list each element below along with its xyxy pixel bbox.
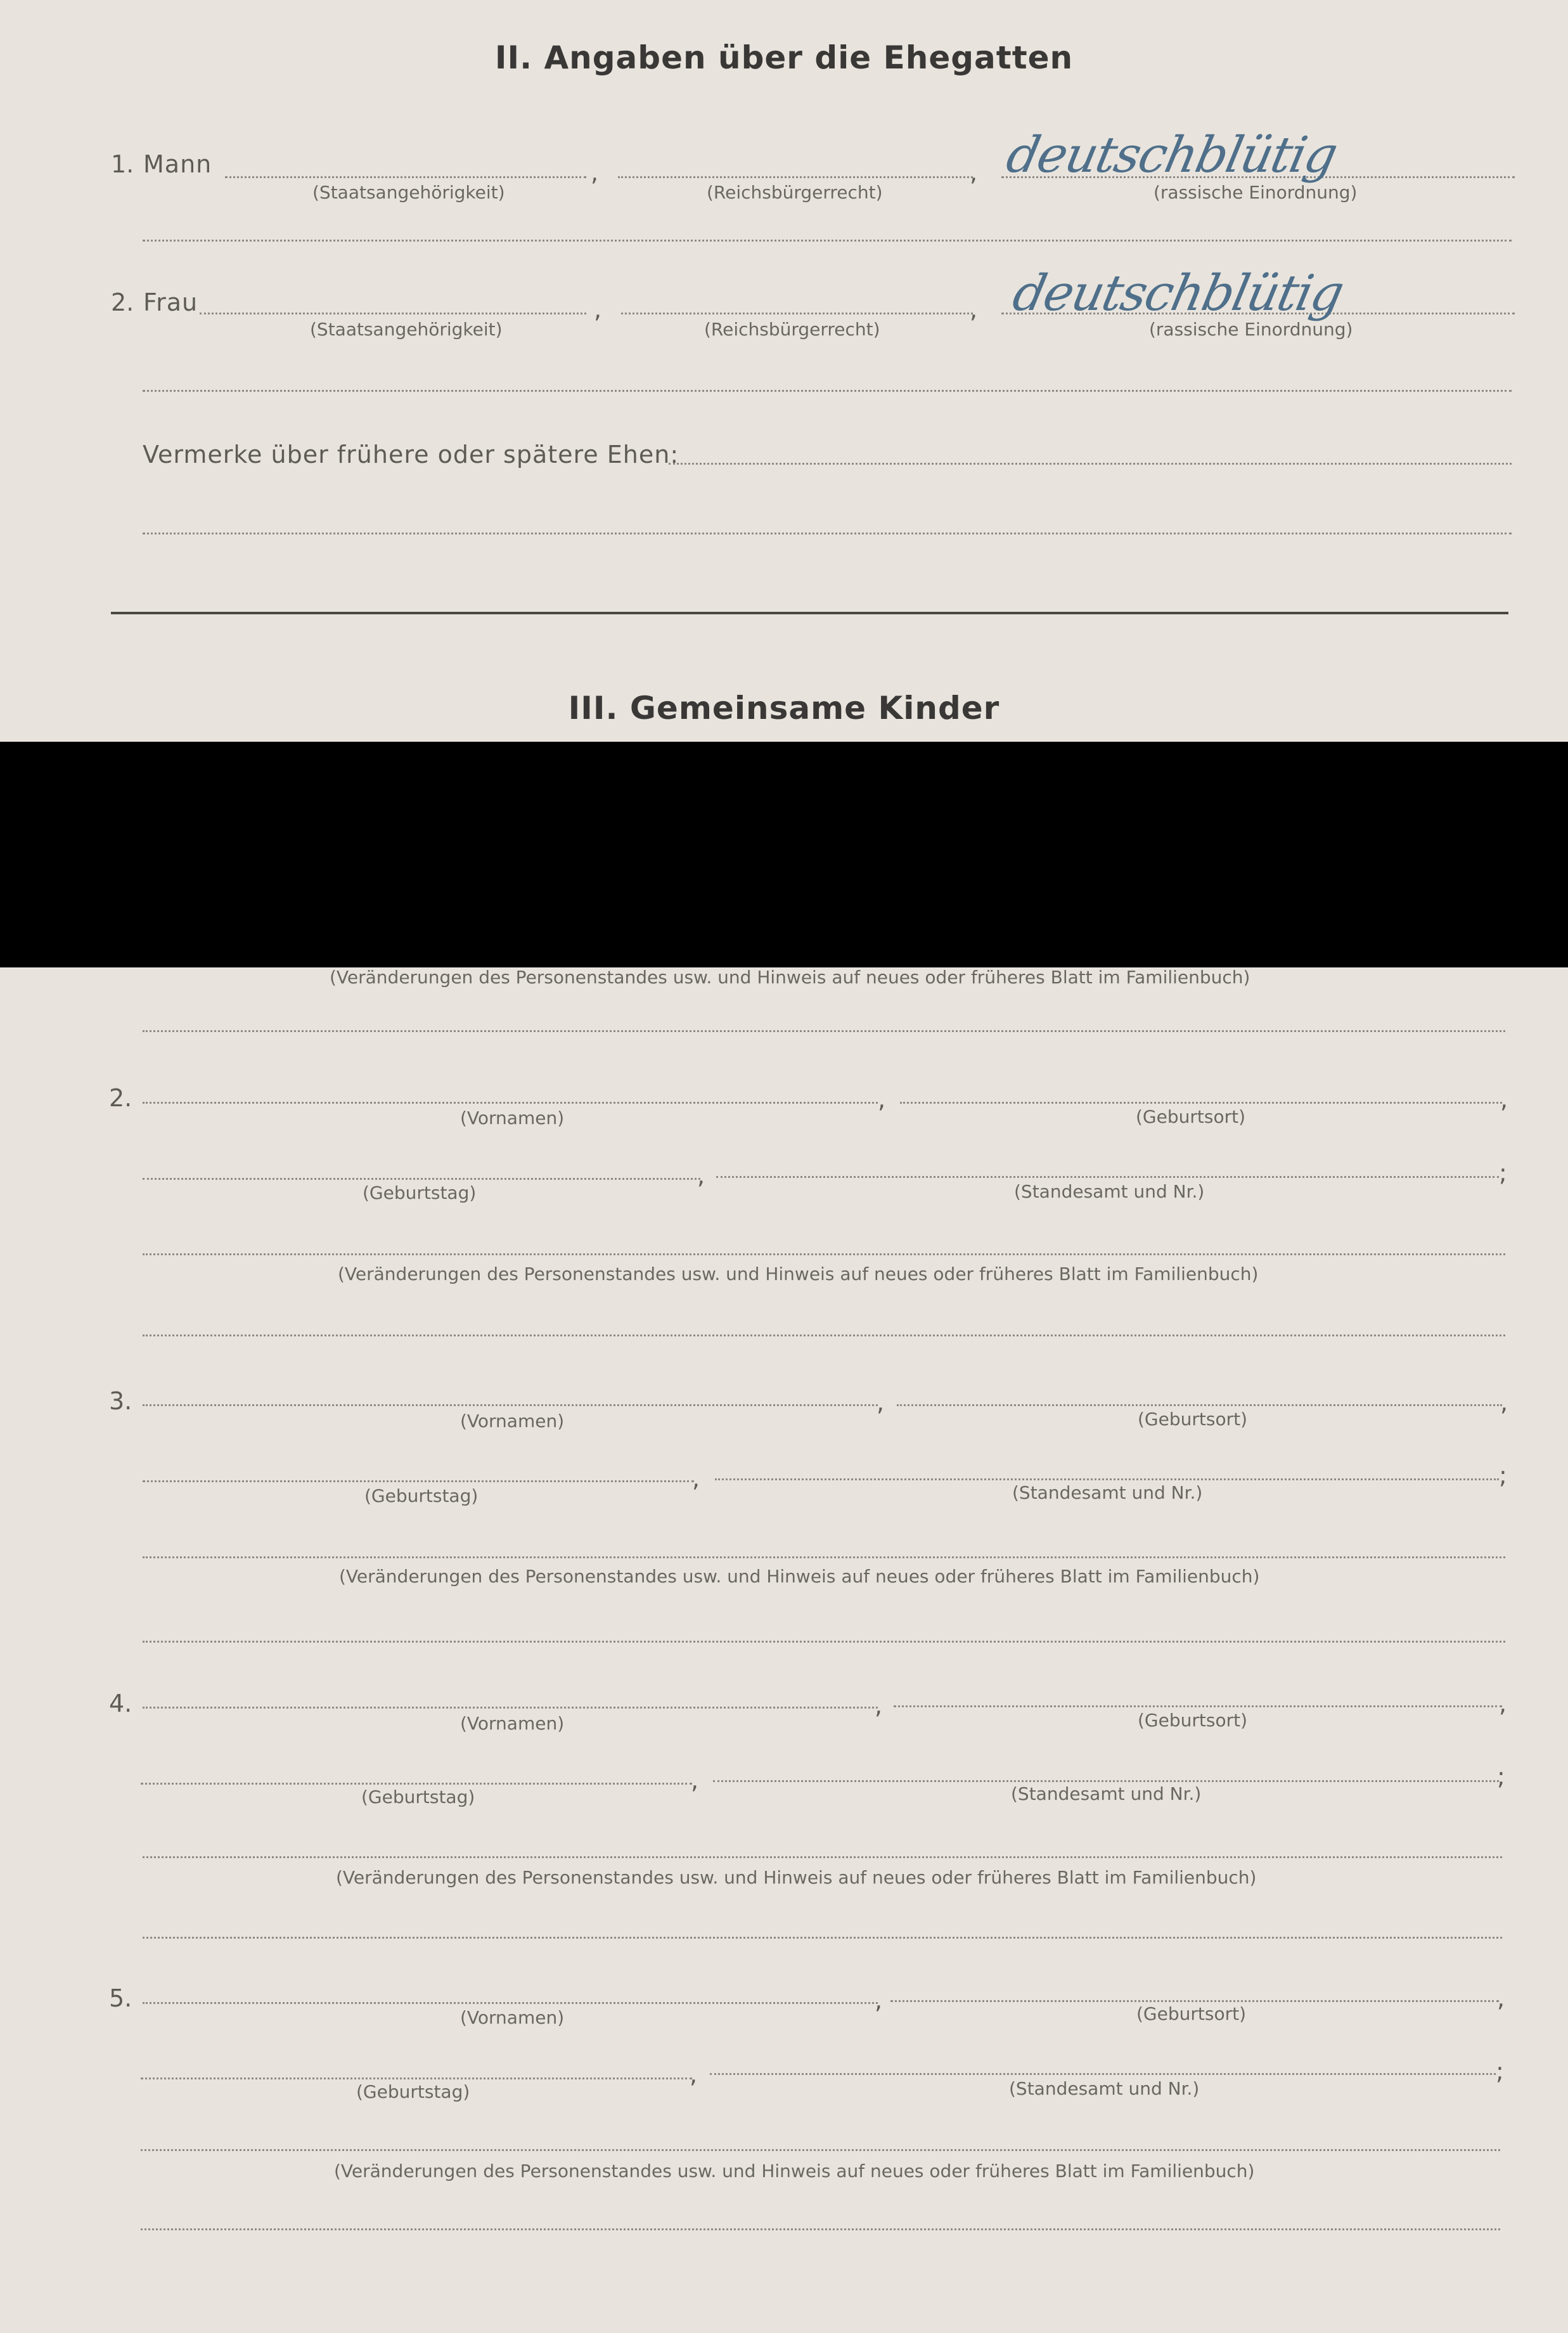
comma: , [877,1388,885,1416]
child-standesamt-field[interactable] [716,1176,1499,1178]
man-racial-caption: (rassische Einordnung) [1154,182,1358,203]
child-1-changes-caption: (Veränderungen des Personenstandes usw. und Hinweis auf neues oder früheres Blatt im Familienbuch) [330,967,1250,988]
child-geburtstag-caption: (Geburtstag) [364,1485,479,1506]
comma: , [970,295,978,323]
child-number: 3. [109,1387,132,1415]
child-geburtsort-field[interactable] [894,1705,1502,1707]
child-geburtsort-caption: (Geburtsort) [1136,1106,1245,1127]
child-geburtsort-caption: (Geburtsort) [1138,1409,1247,1430]
comma: , [691,1766,699,1794]
comma: , [1500,1085,1508,1113]
child-standesamt-field[interactable] [715,1478,1499,1480]
woman-racial-caption: (rassische Einordnung) [1149,319,1353,340]
child-standesamt-field[interactable] [713,1780,1499,1782]
child-vornamen-field[interactable] [143,1707,878,1709]
child-vornamen-caption: (Vornamen) [460,1713,565,1734]
child-changes-line-2[interactable] [143,1937,1502,1939]
comma: , [591,158,599,186]
section-divider [111,612,1508,614]
child-vornamen-field[interactable] [143,1102,878,1104]
marriage-notes-line-2[interactable] [143,533,1512,534]
woman-racial-handwriting: deutschblütig [1008,265,1348,322]
child-changes-caption: (Veränderungen des Personenstandes usw. und Hinweis auf neues oder früheres Blatt im Familienbuch) [339,1566,1260,1587]
woman-label: Frau [143,288,198,316]
woman-extra-line[interactable] [143,390,1512,392]
man-number: 1. [111,150,134,178]
child-geburtsort-field[interactable] [897,1404,1502,1406]
comma: , [594,295,602,323]
section-title-spouses: II. Angaben über die Ehegatten [494,39,1074,76]
comma: , [1497,1984,1505,2012]
child-number: 4. [109,1690,132,1717]
comma: , [690,2060,698,2088]
comma: , [1499,1690,1507,1717]
child-changes-field[interactable] [143,1253,1505,1255]
man-racial-handwriting: deutschblütig [1001,127,1342,184]
child-geburtstag-caption: (Geburtstag) [363,1182,477,1203]
comma: , [875,1986,883,2014]
man-reich-field[interactable] [618,176,973,178]
comma: , [697,1161,705,1189]
child-standesamt-field[interactable] [710,2073,1496,2075]
comma: , [878,1085,886,1113]
child-changes-field[interactable] [143,1556,1505,1558]
child-changes-line-2[interactable] [143,1641,1505,1643]
child-vornamen-field[interactable] [143,2002,878,2004]
woman-reich-field[interactable] [621,313,973,314]
child-geburtsort-field[interactable] [900,1102,1502,1104]
semicolon: ; [1497,1762,1505,1790]
marriage-notes-label: Vermerke über frühere oder spätere Ehen: [143,441,679,469]
child-changes-caption: (Veränderungen des Personenstandes usw. und Hinweis auf neues oder früheres Blatt im Familienbuch) [334,2161,1255,2181]
section-title-children: III. Gemeinsame Kinder [568,690,1000,727]
child-vornamen-caption: (Vornamen) [460,1411,565,1431]
man-reich-caption: (Reichsbürgerrecht) [707,182,883,203]
woman-citizenship-caption: (Staatsangehörigkeit) [310,319,503,340]
child-geburtstag-field[interactable] [143,1480,694,1482]
child-standesamt-caption: (Standesamt und Nr.) [1011,1783,1202,1804]
child-geburtstag-field[interactable] [143,1178,700,1180]
man-extra-line[interactable] [143,240,1512,242]
child-number: 2. [109,1084,132,1112]
child-changes-field[interactable] [143,1856,1502,1858]
child-vornamen-caption: (Vornamen) [460,1108,565,1128]
semicolon: ; [1496,2057,1504,2085]
child-vornamen-field[interactable] [143,1404,878,1406]
woman-citizenship-field[interactable] [200,313,586,314]
semicolon: ; [1499,1159,1507,1187]
child-changes-line-2[interactable] [143,1335,1505,1336]
comma: , [970,158,978,186]
child-number: 5. [109,1984,132,2012]
child-standesamt-caption: (Standesamt und Nr.) [1012,1482,1203,1503]
child-geburtsort-field[interactable] [890,2000,1499,2002]
comma: , [875,1691,883,1719]
child-changes-line-2[interactable] [141,2228,1500,2230]
child-changes-caption: (Veränderungen des Personenstandes usw. und Hinweis auf neues oder früheres Blatt im Familienbuch) [338,1263,1259,1284]
redaction-bar [0,742,1568,967]
woman-reich-caption: (Reichsbürgerrecht) [704,319,880,340]
man-citizenship-caption: (Staatsangehörigkeit) [312,182,505,203]
woman-number: 2. [111,288,134,316]
child-geburtstag-caption: (Geburtstag) [361,1787,475,1807]
child-geburtstag-field[interactable] [141,2078,692,2079]
child-standesamt-caption: (Standesamt und Nr.) [1014,1181,1205,1202]
man-label: Mann [143,150,212,178]
man-citizenship-field[interactable] [225,176,586,178]
child-standesamt-caption: (Standesamt und Nr.) [1009,2078,1200,2099]
child-geburtsort-caption: (Geburtsort) [1138,1710,1247,1731]
child-changes-field[interactable] [141,2149,1500,2151]
child-geburtsort-caption: (Geburtsort) [1136,2003,1246,2024]
child-geburtstag-caption: (Geburtstag) [356,2081,470,2102]
child-1-changes-line[interactable] [143,1030,1505,1032]
semicolon: ; [1499,1461,1507,1489]
marriage-notes-field[interactable] [669,463,1512,465]
comma: , [692,1464,700,1492]
child-geburtstag-field[interactable] [141,1783,692,1785]
comma: , [1500,1388,1508,1416]
child-vornamen-caption: (Vornamen) [460,2007,565,2028]
child-changes-caption: (Veränderungen des Personenstandes usw. und Hinweis auf neues oder früheres Blatt im Familienbuch) [336,1867,1257,1888]
